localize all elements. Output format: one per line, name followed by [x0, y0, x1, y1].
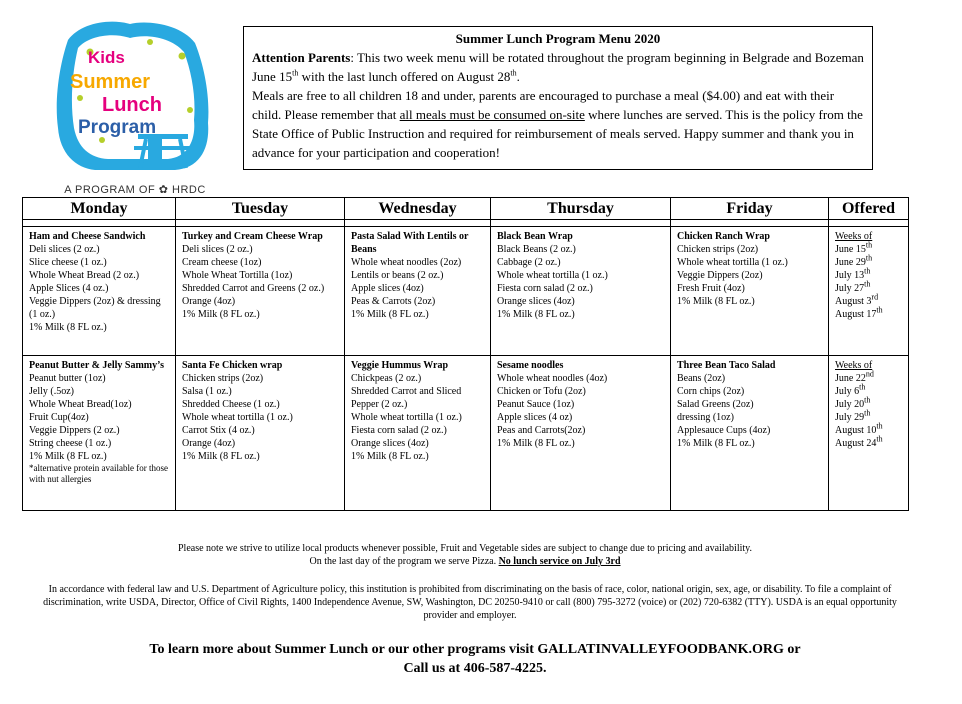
header-monday: Monday [23, 198, 176, 220]
menu-item: Whole Wheat Tortilla (1oz) [182, 270, 293, 281]
logo-word-program: Program [78, 117, 157, 138]
menu-item: Whole Wheat Bread (2 oz.) [29, 270, 140, 281]
offered-date: July 27th [835, 279, 871, 294]
offered-date: June 15th [835, 240, 873, 255]
kids-summer-lunch-logo [50, 18, 220, 196]
menu-item: Whole Wheat Bread(1oz) [29, 399, 132, 410]
menu-item: Apple Slices (4 oz.) [29, 283, 109, 294]
header-friday: Friday [671, 198, 829, 220]
notice-paragraph-2 [252, 86, 864, 162]
meal-cell [176, 227, 345, 356]
ordinal: th [292, 68, 299, 78]
logo-caption: A PROGRAM OF ✿ HRDC [64, 184, 206, 196]
menu-item: Black Beans (2 oz.) [497, 244, 576, 255]
offered-date: August 10th [835, 421, 883, 436]
menu-item: 1% Milk (8 FL oz.) [677, 296, 755, 307]
menu-item: Chicken strips (2oz) [677, 244, 759, 255]
menu-item: Fiesta corn salad (2 oz.) [351, 425, 447, 436]
meal-cell [23, 356, 176, 511]
offered-date: July 13th [835, 266, 871, 281]
menu-item: 1% Milk (8 FL oz.) [29, 322, 107, 333]
menu-item: Whole wheat tortilla (1 oz.) [351, 412, 462, 423]
dish-name: Pasta Salad With Lentils or Beans [351, 231, 469, 255]
menu-item: Salad Greens (2oz) [677, 399, 754, 410]
menu-item: 1% Milk (8 FL oz.) [182, 451, 260, 462]
menu-item: Veggie Dippers (2oz) [677, 270, 763, 281]
menu-item: Peanut Sauce (1oz) [497, 399, 575, 410]
no-lunch-notice: No lunch service on July 3rd [498, 556, 621, 567]
meal-cell [671, 227, 829, 356]
menu-table [22, 197, 909, 511]
menu-item: dressing (1oz) [677, 412, 734, 423]
allergy-note: *alternative protein available for those with nut allergies [29, 463, 168, 484]
menu-item: Whole wheat noodles (4oz) [497, 373, 608, 384]
offered-cell [829, 356, 909, 511]
attention-label: Attention Parents [252, 50, 351, 65]
menu-item: Deli slices (2 oz.) [182, 244, 253, 255]
menu-item: Chickpeas (2 oz.) [351, 373, 422, 384]
menu-item: 1% Milk (8 FL oz.) [351, 451, 429, 462]
dish-name: Sesame noodles [497, 360, 564, 371]
menu-item: Whole wheat tortilla (1 oz.) [182, 412, 293, 423]
week-1-row [23, 227, 909, 356]
menu-item: Carrot Stix (4 oz.) [182, 425, 255, 436]
menu-item: Jelly (.5oz) [29, 386, 74, 397]
dish-name: Veggie Hummus Wrap [351, 360, 449, 371]
header-tuesday: Tuesday [176, 198, 345, 220]
menu-item: Orange slices (4oz) [497, 296, 575, 307]
meal-cell [491, 356, 671, 511]
menu-item: Apple slices (4oz) [351, 283, 424, 294]
menu-item: Applesauce Cups (4oz) [677, 425, 771, 436]
logo-word-summer: Summer [70, 71, 151, 93]
sides-note [40, 542, 890, 568]
menu-item: Shredded Cheese (1 oz.) [182, 399, 280, 410]
menu-item: Orange slices (4oz) [351, 438, 429, 449]
ordinal: th [510, 68, 517, 78]
offered-date: July 29th [835, 408, 871, 423]
dish-name: Chicken Ranch Wrap [677, 231, 770, 242]
menu-item: 1% Milk (8 FL oz.) [497, 309, 575, 320]
header-row [23, 198, 909, 220]
menu-item: Corn chips (2oz) [677, 386, 745, 397]
menu-item: Peas and Carrots(2oz) [497, 425, 586, 436]
offered-date: June 22nd [835, 369, 874, 384]
offered-date: August 3rd [835, 292, 879, 307]
notice-paragraph-1 [252, 48, 864, 86]
header-offered: Offered [829, 198, 909, 220]
header-thursday: Thursday [491, 198, 671, 220]
offered-date: July 6th [835, 382, 866, 397]
on-site-emphasis: all meals must be consumed on-site [399, 107, 585, 122]
contact-line-2: Call us at 406-587-4225. [403, 661, 547, 676]
week-2-row [23, 356, 909, 511]
meal-cell [345, 356, 491, 511]
meal-cell [491, 227, 671, 356]
menu-item: Whole wheat noodles (2oz) [351, 257, 462, 268]
nondiscrimination-statement: In accordance with federal law and U.S. Department of Agriculture policy, this institution is prohibited from discriminating on the basis of race, color, national origin, sex, age, or disability. To file a complaint of discrimination, write USDA, Director, Office of Civil Rights, 1400 Independence Avenue, SW, Washington, DC 20250-9410 or call (800) 795-3272 (voice) or (202) 720-6382 (TTY). USDA is an equal opportunity provider and employer. [43, 584, 897, 621]
menu-item: Fruit Cup(4oz) [29, 412, 89, 423]
notice-text: . [516, 69, 520, 84]
menu-item: 1% Milk (8 FL oz.) [29, 451, 107, 462]
tree-picnic-table-icon [50, 18, 220, 183]
menu-item: Salsa (1 oz.) [182, 386, 232, 397]
header-wednesday: Wednesday [345, 198, 491, 220]
menu-item: Shredded Carrot and Sliced Pepper (2 oz.) [351, 386, 462, 410]
menu-item: Shredded Carrot and Greens (2 oz.) [182, 283, 325, 294]
menu-item: Orange (4oz) [182, 296, 236, 307]
meal-cell [345, 227, 491, 356]
menu-item: Fresh Fruit (4oz) [677, 283, 745, 294]
menu-item: Veggie Dippers (2oz) & dressing (1 oz.) [29, 296, 161, 320]
menu-item: Deli slices (2 oz.) [29, 244, 100, 255]
meal-cell [23, 227, 176, 356]
dish-name: Ham and Cheese Sandwich [29, 231, 146, 242]
dish-name: Santa Fe Chicken wrap [182, 360, 283, 371]
menu-item: Whole wheat tortilla (1 oz.) [677, 257, 788, 268]
menu-item: 1% Milk (8 FL oz.) [497, 438, 575, 449]
meal-cell [176, 356, 345, 511]
menu-item: Chicken strips (2oz) [182, 373, 264, 384]
menu-item: 1% Milk (8 FL oz.) [182, 309, 260, 320]
menu-item: Beans (2oz) [677, 373, 726, 384]
menu-item: Orange (4oz) [182, 438, 236, 449]
spacer-row [23, 220, 909, 227]
menu-item: Peanut butter (1oz) [29, 373, 106, 384]
notice-text: Meals are free to all children 18 and under, parents are encouraged to purchase a meal ($4.00) and eat with their child. Please remember that [252, 88, 835, 122]
menu-item: Lentils or beans (2 oz.) [351, 270, 444, 281]
menu-item: Apple slices (4 oz) [497, 412, 573, 423]
logo-word-lunch: Lunch [102, 94, 162, 116]
notice-title: Summer Lunch Program Menu 2020 [455, 31, 661, 46]
notice-box [243, 26, 873, 170]
logo-word-kids: Kids [88, 48, 125, 67]
menu-item: 1% Milk (8 FL oz.) [351, 309, 429, 320]
dish-name: Black Bean Wrap [497, 231, 573, 242]
menu-item: Fiesta corn salad (2 oz.) [497, 283, 593, 294]
sides-note-line: Please note we strive to utilize local products whenever possible, Fruit and Vegetable sides are subject to change due to pricing and availability. [178, 543, 752, 554]
dish-name: Three Bean Taco Salad [677, 360, 776, 371]
offered-date: June 29th [835, 253, 873, 268]
meal-cell [671, 356, 829, 511]
notice-text: where lunches are served. This is the policy from the State Office of Public Instruction and required for reimbursement of meals served. Happy summer and thank you in advance for your participation and cooperation! [252, 107, 863, 160]
weeks-of-label: Weeks of [835, 360, 873, 371]
menu-item: String cheese (1 oz.) [29, 438, 112, 449]
pizza-note-text: On the last day of the program we serve Pizza. [309, 556, 499, 567]
offered-date: August 17th [835, 305, 883, 320]
menu-item: Chicken or Tofu (2oz) [497, 386, 586, 397]
offered-date: July 20th [835, 395, 871, 410]
menu-item: Veggie Dippers (2 oz.) [29, 425, 120, 436]
menu-item: Peas & Carrots (2oz) [351, 296, 436, 307]
menu-item: Whole wheat tortilla (1 oz.) [497, 270, 608, 281]
dish-name: Turkey and Cream Cheese Wrap [182, 231, 323, 242]
offered-date: August 24th [835, 434, 883, 449]
offered-cell [829, 227, 909, 356]
menu-item: Slice cheese (1 oz.) [29, 257, 107, 268]
menu-item: 1% Milk (8 FL oz.) [677, 438, 755, 449]
notice-text: with the last lunch offered on August 28 [298, 69, 511, 84]
contact-info [60, 640, 890, 678]
pizza-note [40, 555, 890, 568]
weeks-of-label: Weeks of [835, 231, 873, 242]
menu-item: Cream cheese (1oz) [182, 257, 262, 268]
notice-text: : This two week menu will be rotated throughout the program beginning in Belgrade and Bozeman June 15 [252, 50, 864, 84]
menu-item: Cabbage (2 oz.) [497, 257, 561, 268]
dish-name: Peanut Butter & Jelly Sammy’s [29, 360, 164, 371]
contact-line-1: To learn more about Summer Lunch or our other programs visit GALLATINVALLEYFOODBANK.ORG or [149, 642, 801, 657]
